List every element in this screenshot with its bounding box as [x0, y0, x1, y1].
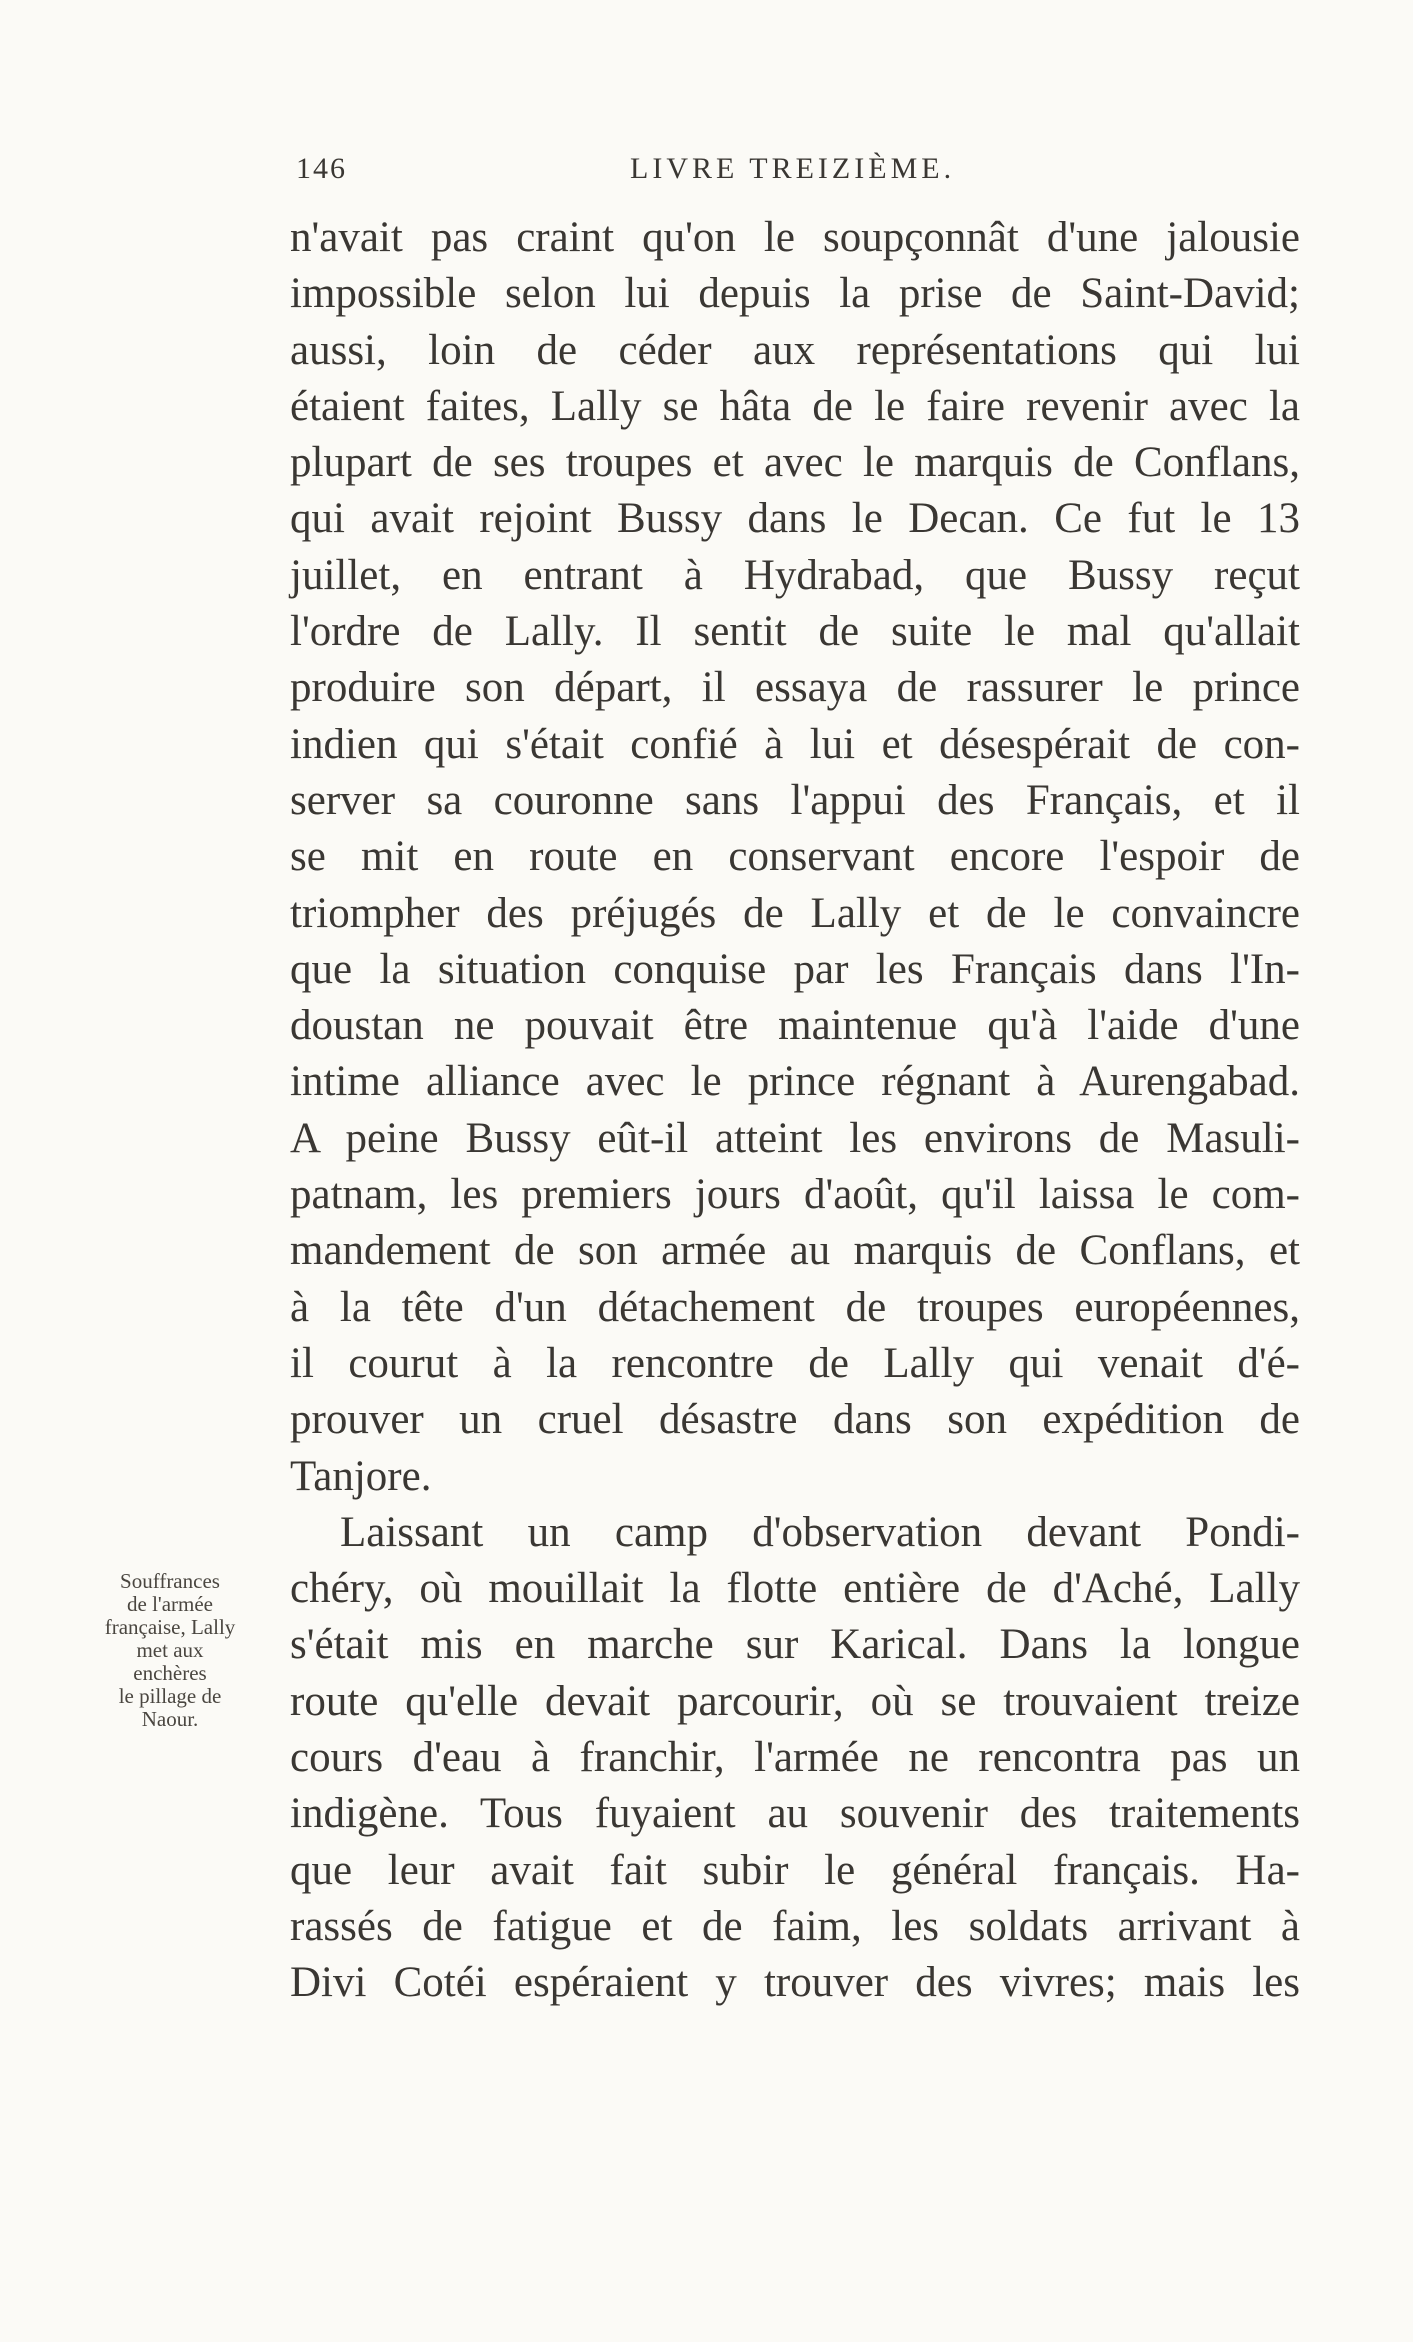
- text-line: intime alliance avec le prince régnant à Aurengabad.: [290, 1058, 1300, 1106]
- body-text: [290, 210, 1300, 2012]
- text-line: il courut à la rencontre de Lally qui venait d'é-: [290, 1339, 1300, 1387]
- margin-note: [60, 1570, 280, 1731]
- margin-note-line: de l'armée: [127, 1592, 213, 1616]
- margin-note-line: française, Lally: [104, 1615, 236, 1639]
- text-line: rassés de fatigue et de faim, les soldats arrivant à: [290, 1902, 1300, 1950]
- page-number: 146: [296, 152, 347, 185]
- text-line: route qu'elle devait parcourir, où se trouvaient treize: [290, 1677, 1300, 1725]
- text-line: mandement de son armée au marquis de Conflans, et: [290, 1227, 1300, 1275]
- text-line: qui avait rejoint Bussy dans le Decan. Ce fut le 13: [290, 495, 1300, 543]
- text-line: l'ordre de Lally. Il sentit de suite le mal qu'allait: [290, 608, 1300, 656]
- text-line: n'avait pas craint qu'on le soupçonnât d'une jalousie: [290, 214, 1300, 261]
- margin-note-line: Naour.: [141, 1707, 199, 1731]
- text-line: Divi Cotéi espéraient y trouver des vivres; mais les: [290, 1959, 1300, 2007]
- text-line: se mit en route en conservant encore l'espoir de: [290, 833, 1300, 881]
- text-line: chéry, où mouillait la flotte entière de d'Aché, Lally: [290, 1565, 1300, 1613]
- text-line: impossible selon lui depuis la prise de Saint-David;: [290, 270, 1300, 318]
- text-line: produire son départ, il essaya de rassurer le prince: [290, 664, 1300, 712]
- text-line: étaient faites, Lally se hâta de le faire revenir avec la: [290, 382, 1300, 430]
- margin-note-line: Souffrances: [120, 1569, 220, 1593]
- text-line: s'était mis en marche sur Karical. Dans la longue: [290, 1621, 1300, 1669]
- text-line: patnam, les premiers jours d'août, qu'il laissa le com-: [290, 1171, 1300, 1219]
- text-line: server sa couronne sans l'appui des Français, et il: [290, 776, 1300, 824]
- text-line: prouver un cruel désastre dans son expédition de: [290, 1396, 1300, 1444]
- text-line: Laissant un camp d'observation devant Pondi-: [340, 1508, 1300, 1556]
- text-line: plupart de ses troupes et avec le marquis de Conflans,: [290, 439, 1300, 487]
- text-line: juillet, en entrant à Hydrabad, que Bussy reçut: [290, 551, 1300, 599]
- text-line: que la situation conquise par les Français dans l'In-: [290, 945, 1300, 993]
- text-line: Tanjore.: [290, 1452, 432, 1500]
- text-line: A peine Bussy eût-il atteint les environs de Masuli-: [290, 1114, 1300, 1162]
- margin-note-line: enchères: [133, 1661, 207, 1685]
- text-line: que leur avait fait subir le général français. Ha-: [290, 1846, 1300, 1894]
- margin-note-line: le pillage de: [118, 1684, 222, 1708]
- text-line: doustan ne pouvait être maintenue qu'à l'aide d'une: [290, 1002, 1300, 1050]
- text-line: indien qui s'était confié à lui et désespérait de con-: [290, 720, 1300, 768]
- margin-note-line: met aux: [136, 1638, 204, 1662]
- running-head: [290, 152, 1300, 192]
- text-line: cours d'eau à franchir, l'armée ne rencontra pas un: [290, 1734, 1300, 1782]
- text-line: aussi, loin de céder aux représentations qui lui: [290, 326, 1300, 374]
- running-title: LIVRE TREIZIÈME.: [630, 152, 956, 185]
- text-line: indigène. Tous fuyaient au souvenir des traitements: [290, 1790, 1300, 1838]
- text-line: à la tête d'un détachement de troupes européennes,: [290, 1283, 1300, 1331]
- text-line: triompher des préjugés de Lally et de le convaincre: [290, 889, 1300, 937]
